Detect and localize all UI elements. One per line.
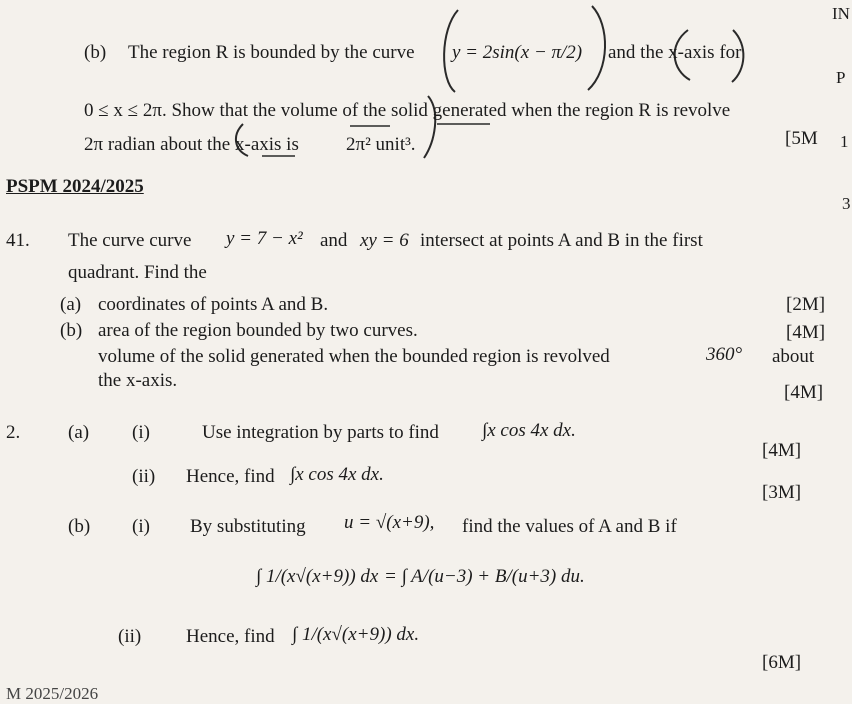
prev-line1-equation: y = 2sin(x − π/2) [452,42,583,63]
q42-number: 2. [6,422,21,443]
q41-a-marks: [2M] [786,294,826,315]
q42-bi-lhs: ∫ 1/(x√(x+9)) dx [256,566,379,587]
q42-bi-rhs: = ∫ A/(u−3) + B/(u+3) du. [384,566,585,587]
q41-c-about: about [772,346,815,367]
q41-c-text2: the x-axis. [98,370,178,391]
q42-bii-label: (ii) [118,626,142,647]
q41-intro-b: intersect at points A and B in the first [420,230,703,251]
q41-a-label: (a) [60,294,82,315]
q42-a-label: (a) [68,422,90,443]
q42-b-marks: [6M] [762,652,802,673]
q41-b-text: area of the region bounded by two curves. [98,320,418,341]
q42-ai-text: Use integration by parts to find [202,422,439,443]
q42-aii-text: Hence, find [186,466,275,487]
edge-text-1: 1 [840,132,849,151]
q42-ai-expr: ∫x cos 4x dx. [482,420,576,441]
q42-bii-text: Hence, find [186,626,275,647]
q42-ai-marks: [4M] [762,440,802,461]
edge-text-p: P [836,68,846,87]
prev-line3-text: 2π radian about the x-axis is [84,134,299,155]
q41-line2: quadrant. Find the [68,262,207,283]
q41-c-text: volume of the solid generated when the bounded region is revolved [98,346,610,367]
q41-eq2: xy = 6 [360,230,409,251]
q42-b-label: (b) [68,516,91,537]
q41-b-marks: [4M] [786,322,826,343]
prev-part-b-label: (b) [84,42,107,63]
q41-c-angle: 360° [706,344,743,365]
q42-bi-substitution: u = √(x+9), [344,512,435,533]
q41-a-text: coordinates of points A and B. [98,294,329,315]
q42-aii-marks: [3M] [762,482,802,503]
edge-text-3: 3 [842,194,851,213]
q42-aii-expr: ∫x cos 4x dx. [290,464,384,485]
q42-bi-text2: find the values of A and B if [462,516,677,537]
q41-b-label: (b) [60,320,83,341]
q41-intro-and: and [320,230,348,251]
q42-bi-text: By substituting [190,516,306,537]
q42-bii-expr: ∫ 1/(x√(x+9)) dx. [292,624,420,645]
q41-number: 41. [6,230,30,251]
edge-text-top: IN [832,4,850,23]
prev-line3-result: 2π² unit³. [346,134,416,155]
q41-eq1: y = 7 − x² [226,228,303,249]
q41-intro-a: The curve curve [68,230,192,251]
prev-line2: 0 ≤ x ≤ 2π. Show that the volume of the solid generated when the region R is revolve [84,100,731,121]
session-heading: PSPM 2024/2025 [6,176,144,197]
q42-aii-label: (ii) [132,466,156,487]
prev-line1-text: The region R is bounded by the curve [128,42,415,63]
q42-bi-label: (i) [132,516,150,537]
footer-partial: M 2025/2026 [6,684,99,703]
q41-c-marks: [4M] [784,382,824,403]
q42-ai-label: (i) [132,422,150,443]
prev-marks: [5M [785,128,818,149]
prev-line1-and: and the x-axis for [608,42,742,63]
